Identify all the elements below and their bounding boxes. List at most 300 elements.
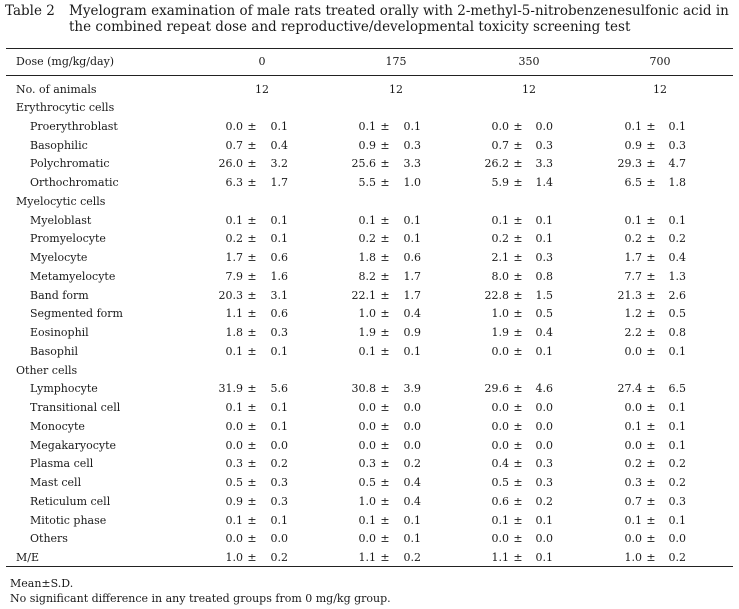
plus-minus-sign: ±: [646, 457, 656, 471]
plus-minus-sign: ±: [247, 213, 257, 227]
row-label: Transitional cell: [30, 401, 121, 414]
plus-minus-sign: ±: [513, 288, 523, 302]
mean-value: 1.7: [225, 251, 243, 264]
plus-minus-sign: ±: [247, 232, 257, 246]
plus-minus-sign: ±: [247, 269, 257, 283]
mean-value: 0.0: [358, 438, 376, 452]
table-row: [0, 380, 739, 398]
sd-value: 0.1: [403, 344, 421, 358]
sd-value: 0.2: [668, 551, 686, 564]
mean-value: 1.0: [225, 551, 243, 564]
plus-minus-sign: ±: [513, 176, 523, 189]
sd-value: 0.2: [270, 457, 288, 471]
sd-value: 0.4: [403, 494, 421, 508]
sd-value: 0.4: [270, 138, 288, 152]
table-row: [0, 155, 739, 173]
sd-value: 0.4: [403, 307, 421, 321]
group-label: Myelocytic cells: [16, 194, 106, 208]
table-number: Table 2: [5, 3, 55, 19]
dose-header-350: 350: [518, 55, 540, 68]
table-row: [0, 399, 739, 417]
sd-value: 3.3: [403, 157, 421, 171]
sd-value: 1.4: [535, 176, 553, 189]
plus-minus-sign: ±: [247, 344, 257, 358]
mean-value: 1.0: [358, 494, 376, 508]
table-row: [0, 118, 739, 136]
plus-minus-sign: ±: [247, 382, 257, 396]
row-label: Polychromatic: [30, 157, 110, 171]
row-label: Mast cell: [30, 476, 82, 489]
mean-value: 0.9: [624, 138, 642, 152]
header-row: [0, 53, 739, 71]
row-label: Reticulum cell: [30, 494, 111, 508]
sd-value: 0.1: [668, 419, 686, 433]
sd-value: 0.0: [535, 532, 553, 546]
mean-value: 0.1: [225, 344, 243, 358]
sd-value: 0.1: [535, 513, 553, 527]
plus-minus-sign: ±: [513, 269, 523, 283]
mean-value: 0.0: [491, 119, 509, 133]
plus-minus-sign: ±: [247, 401, 257, 414]
mean-value: 0.5: [358, 476, 376, 489]
plus-minus-sign: ±: [513, 532, 523, 546]
mean-value: 1.8: [358, 251, 376, 264]
mean-value: 1.2: [624, 307, 642, 321]
plus-minus-sign: ±: [513, 119, 523, 133]
mean-value: 22.8: [484, 288, 509, 302]
top-rule: [6, 48, 733, 49]
row-label: Monocyte: [30, 419, 85, 433]
table-row: [0, 324, 739, 342]
row-label: Mitotic phase: [30, 513, 107, 527]
plus-minus-sign: ±: [380, 326, 390, 339]
plus-minus-sign: ±: [646, 419, 656, 433]
mean-value: 0.0: [358, 419, 376, 433]
sd-value: 3.1: [270, 288, 288, 302]
sd-value: 4.7: [668, 157, 686, 171]
sd-value: 0.3: [668, 138, 686, 152]
plus-minus-sign: ±: [380, 382, 390, 396]
plus-minus-sign: ±: [513, 551, 523, 564]
mean-value: 31.9: [218, 382, 243, 396]
plus-minus-sign: ±: [380, 269, 390, 283]
mean-value: 0.3: [358, 457, 376, 471]
plus-minus-sign: ±: [247, 138, 257, 152]
mean-value: 7.9: [225, 269, 243, 283]
mean-value: 0.2: [358, 232, 376, 246]
mean-value: 0.0: [358, 532, 376, 546]
sd-value: 3.3: [535, 157, 553, 171]
plus-minus-sign: ±: [247, 457, 257, 471]
sd-value: 0.4: [403, 476, 421, 489]
plus-minus-sign: ±: [380, 476, 390, 489]
plus-minus-sign: ±: [646, 326, 656, 339]
sd-value: 0.1: [668, 438, 686, 452]
sd-value: 1.0: [403, 176, 421, 189]
animals-count: 12: [522, 83, 536, 96]
plus-minus-sign: ±: [646, 232, 656, 246]
mean-value: 0.1: [491, 513, 509, 527]
mean-value: 0.3: [624, 476, 642, 489]
sd-value: 0.0: [535, 419, 553, 433]
mean-value: 0.2: [491, 232, 509, 246]
plus-minus-sign: ±: [513, 457, 523, 471]
sd-value: 0.3: [668, 494, 686, 508]
group-row: [0, 193, 739, 211]
plus-minus-sign: ±: [380, 232, 390, 246]
table-row: [0, 474, 739, 492]
table-row: [0, 249, 739, 267]
table-title: Myelogram examination of male rats treated orally with 2-methyl-5-nitrobenzenesulfonic acid in the combined repeat dose and reproductive/developmental toxicity screening test: [69, 3, 729, 35]
sd-value: 0.6: [270, 251, 288, 264]
plus-minus-sign: ±: [380, 138, 390, 152]
mean-value: 0.4: [491, 457, 509, 471]
row-label: Lymphocyte: [30, 382, 98, 396]
table-row: [0, 212, 739, 230]
dose-header-175: 175: [385, 55, 407, 68]
plus-minus-sign: ±: [247, 288, 257, 302]
plus-minus-sign: ±: [646, 138, 656, 152]
mean-value: 0.0: [225, 119, 243, 133]
mean-value: 0.5: [225, 476, 243, 489]
mean-value: 0.2: [624, 457, 642, 471]
sd-value: 3.2: [270, 157, 288, 171]
plus-minus-sign: ±: [513, 438, 523, 452]
sd-value: 0.6: [403, 251, 421, 264]
sd-value: 0.8: [535, 269, 553, 283]
plus-minus-sign: ±: [380, 251, 390, 264]
plus-minus-sign: ±: [513, 326, 523, 339]
mean-value: 8.0: [491, 269, 509, 283]
plus-minus-sign: ±: [247, 157, 257, 171]
plus-minus-sign: ±: [247, 476, 257, 489]
plus-minus-sign: ±: [646, 401, 656, 414]
plus-minus-sign: ±: [513, 494, 523, 508]
mean-value: 0.1: [225, 401, 243, 414]
mean-value: 30.8: [351, 382, 376, 396]
plus-minus-sign: ±: [380, 307, 390, 321]
mean-value: 26.2: [484, 157, 509, 171]
plus-minus-sign: ±: [247, 513, 257, 527]
sd-value: 0.2: [535, 494, 553, 508]
sd-value: 0.1: [403, 532, 421, 546]
mean-value: 1.8: [225, 326, 243, 339]
plus-minus-sign: ±: [646, 476, 656, 489]
row-label: Basophilic: [30, 138, 88, 152]
plus-minus-sign: ±: [380, 438, 390, 452]
sd-value: 0.3: [270, 494, 288, 508]
table-row: [0, 493, 739, 511]
header-rule: [6, 75, 733, 76]
plus-minus-sign: ±: [513, 251, 523, 264]
table-row: [0, 305, 739, 323]
sd-value: 0.3: [535, 476, 553, 489]
table-row: [0, 287, 739, 305]
mean-value: 1.9: [491, 326, 509, 339]
sd-value: 0.1: [403, 513, 421, 527]
sd-value: 0.4: [668, 251, 686, 264]
mean-value: 25.6: [351, 157, 376, 171]
plus-minus-sign: ±: [513, 307, 523, 321]
mean-value: 1.0: [624, 551, 642, 564]
sd-value: 3.9: [403, 382, 421, 396]
mean-value: 1.0: [491, 307, 509, 321]
sd-value: 0.5: [535, 307, 553, 321]
sd-value: 0.1: [403, 213, 421, 227]
mean-value: 0.0: [225, 419, 243, 433]
table-row: [0, 268, 739, 286]
plus-minus-sign: ±: [380, 419, 390, 433]
row-label: Band form: [30, 288, 89, 302]
sd-value: 6.5: [668, 382, 686, 396]
plus-minus-sign: ±: [380, 551, 390, 564]
table-row: [0, 437, 739, 455]
sd-value: 0.3: [535, 457, 553, 471]
sd-value: 0.1: [270, 232, 288, 246]
sd-value: 1.7: [403, 269, 421, 283]
sd-value: 0.3: [270, 476, 288, 489]
plus-minus-sign: ±: [247, 176, 257, 189]
mean-value: 8.2: [358, 269, 376, 283]
plus-minus-sign: ±: [513, 157, 523, 171]
plus-minus-sign: ±: [513, 213, 523, 227]
plus-minus-sign: ±: [646, 438, 656, 452]
mean-value: 1.1: [491, 551, 509, 564]
plus-minus-sign: ±: [646, 513, 656, 527]
mean-value: 29.3: [617, 157, 642, 171]
dose-header-label: Dose (mg/kg/day): [16, 55, 115, 68]
plus-minus-sign: ±: [646, 494, 656, 508]
mean-value: 0.1: [491, 213, 509, 227]
sd-value: 0.1: [270, 401, 288, 414]
sd-value: 0.4: [535, 326, 553, 339]
mean-value: 0.0: [624, 401, 642, 414]
animals-row: [0, 81, 739, 99]
sd-value: 0.1: [535, 551, 553, 564]
plus-minus-sign: ±: [646, 269, 656, 283]
row-label: Myelocyte: [30, 251, 88, 264]
sd-value: 0.0: [270, 438, 288, 452]
mean-value: 0.0: [225, 438, 243, 452]
sd-value: 1.5: [535, 288, 553, 302]
sd-value: 0.0: [270, 532, 288, 546]
mean-value: 27.4: [617, 382, 642, 396]
plus-minus-sign: ±: [646, 176, 656, 189]
sd-value: 0.1: [668, 513, 686, 527]
sd-value: 0.1: [668, 119, 686, 133]
mean-value: 0.0: [225, 532, 243, 546]
group-row: [0, 99, 739, 117]
plus-minus-sign: ±: [513, 344, 523, 358]
plus-minus-sign: ±: [380, 457, 390, 471]
plus-minus-sign: ±: [380, 494, 390, 508]
mean-value: 5.9: [491, 176, 509, 189]
mean-value: 22.1: [351, 288, 376, 302]
sd-value: 0.2: [668, 457, 686, 471]
sd-value: 0.3: [535, 138, 553, 152]
sd-value: 0.0: [403, 419, 421, 433]
sd-value: 0.2: [668, 232, 686, 246]
row-label: Segmented form: [30, 307, 123, 321]
sd-value: 0.3: [403, 138, 421, 152]
table-row: [0, 174, 739, 192]
sd-value: 0.2: [270, 551, 288, 564]
plus-minus-sign: ±: [380, 344, 390, 358]
plus-minus-sign: ±: [380, 513, 390, 527]
animals-label: No. of animals: [16, 83, 97, 96]
mean-value: 0.9: [225, 494, 243, 508]
sd-value: 0.5: [668, 307, 686, 321]
mean-value: 0.0: [491, 438, 509, 452]
group-label: Erythrocytic cells: [16, 101, 115, 114]
plus-minus-sign: ±: [247, 119, 257, 133]
plus-minus-sign: ±: [646, 288, 656, 302]
plus-minus-sign: ±: [646, 157, 656, 171]
sd-value: 0.1: [668, 401, 686, 414]
mean-value: 0.0: [358, 401, 376, 414]
plus-minus-sign: ±: [247, 494, 257, 508]
sd-value: 0.1: [535, 232, 553, 246]
sd-value: 0.1: [535, 344, 553, 358]
sd-value: 0.1: [668, 344, 686, 358]
mean-value: 6.5: [624, 176, 642, 189]
sd-value: 0.1: [270, 513, 288, 527]
sd-value: 2.6: [668, 288, 686, 302]
plus-minus-sign: ±: [513, 513, 523, 527]
plus-minus-sign: ±: [646, 382, 656, 396]
sd-value: 0.9: [403, 326, 421, 339]
plus-minus-sign: ±: [247, 438, 257, 452]
sd-value: 0.3: [270, 326, 288, 339]
sd-value: 0.1: [403, 119, 421, 133]
mean-value: 6.3: [225, 176, 243, 189]
plus-minus-sign: ±: [646, 551, 656, 564]
plus-minus-sign: ±: [646, 213, 656, 227]
plus-minus-sign: ±: [380, 176, 390, 189]
group-label: Other cells: [16, 363, 78, 377]
mean-value: 0.0: [491, 532, 509, 546]
plus-minus-sign: ±: [646, 307, 656, 321]
row-label: Promyelocyte: [30, 232, 106, 246]
row-label: Proerythroblast: [30, 119, 118, 133]
table-row: [0, 230, 739, 248]
mean-value: 0.1: [624, 513, 642, 527]
plus-minus-sign: ±: [513, 476, 523, 489]
plus-minus-sign: ±: [513, 138, 523, 152]
plus-minus-sign: ±: [513, 382, 523, 396]
sd-value: 0.1: [270, 344, 288, 358]
mean-value: 2.1: [491, 251, 509, 264]
mean-value: 0.2: [225, 232, 243, 246]
row-label: Megakaryocyte: [30, 438, 116, 452]
plus-minus-sign: ±: [247, 532, 257, 546]
footnote-mean-sd: Mean±S.D.: [10, 577, 74, 590]
mean-value: 1.0: [358, 307, 376, 321]
mean-value: 0.0: [624, 344, 642, 358]
plus-minus-sign: ±: [247, 307, 257, 321]
row-label: M/E: [16, 551, 39, 564]
plus-minus-sign: ±: [646, 251, 656, 264]
mean-value: 0.1: [358, 513, 376, 527]
row-label: Basophil: [30, 344, 79, 358]
mean-value: 0.7: [491, 138, 509, 152]
mean-value: 0.0: [491, 419, 509, 433]
me-ratio-row: [0, 549, 739, 567]
mean-value: 0.0: [491, 401, 509, 414]
table-row: [0, 343, 739, 361]
sd-value: 0.1: [270, 119, 288, 133]
mean-value: 0.3: [225, 457, 243, 471]
row-label: Metamyelocyte: [30, 269, 116, 283]
sd-value: 0.1: [668, 213, 686, 227]
row-label: Eosinophil: [30, 326, 89, 339]
plus-minus-sign: ±: [380, 288, 390, 302]
sd-value: 4.6: [535, 382, 553, 396]
mean-value: 0.7: [225, 138, 243, 152]
mean-value: 0.0: [624, 532, 642, 546]
mean-value: 0.1: [358, 119, 376, 133]
mean-value: 21.3: [617, 288, 642, 302]
sd-value: 1.7: [270, 176, 288, 189]
sd-value: 0.0: [535, 401, 553, 414]
sd-value: 0.6: [270, 307, 288, 321]
sd-value: 0.0: [668, 532, 686, 546]
plus-minus-sign: ±: [247, 326, 257, 339]
plus-minus-sign: ±: [513, 232, 523, 246]
plus-minus-sign: ±: [513, 419, 523, 433]
mean-value: 0.1: [358, 344, 376, 358]
mean-value: 0.0: [624, 438, 642, 452]
mean-value: 0.2: [624, 232, 642, 246]
plus-minus-sign: ±: [380, 119, 390, 133]
dose-header-700: 700: [649, 55, 671, 68]
row-label: Myeloblast: [30, 213, 92, 227]
mean-value: 1.7: [624, 251, 642, 264]
mean-value: 0.1: [624, 419, 642, 433]
mean-value: 2.2: [624, 326, 642, 339]
plus-minus-sign: ±: [380, 157, 390, 171]
mean-value: 0.5: [491, 476, 509, 489]
sd-value: 0.0: [403, 401, 421, 414]
table-row: [0, 455, 739, 473]
mean-value: 5.5: [358, 176, 376, 189]
plus-minus-sign: ±: [380, 401, 390, 414]
plus-minus-sign: ±: [646, 119, 656, 133]
table-row: [0, 530, 739, 548]
mean-value: 0.6: [491, 494, 509, 508]
plus-minus-sign: ±: [380, 532, 390, 546]
row-label: Plasma cell: [30, 457, 94, 471]
mean-value: 1.9: [358, 326, 376, 339]
mean-value: 20.3: [218, 288, 243, 302]
table-row: [0, 418, 739, 436]
dose-header-0: 0: [258, 55, 266, 68]
sd-value: 0.2: [403, 551, 421, 564]
sd-value: 0.3: [535, 251, 553, 264]
group-row: [0, 362, 739, 380]
sd-value: 5.6: [270, 382, 288, 396]
mean-value: 1.1: [225, 307, 243, 321]
sd-value: 0.0: [403, 438, 421, 452]
mean-value: 0.1: [225, 213, 243, 227]
plus-minus-sign: ±: [380, 213, 390, 227]
mean-value: 0.1: [624, 213, 642, 227]
sd-value: 1.6: [270, 269, 288, 283]
mean-value: 0.7: [624, 494, 642, 508]
row-label: Others: [30, 532, 68, 546]
plus-minus-sign: ±: [513, 401, 523, 414]
sd-value: 0.1: [270, 419, 288, 433]
